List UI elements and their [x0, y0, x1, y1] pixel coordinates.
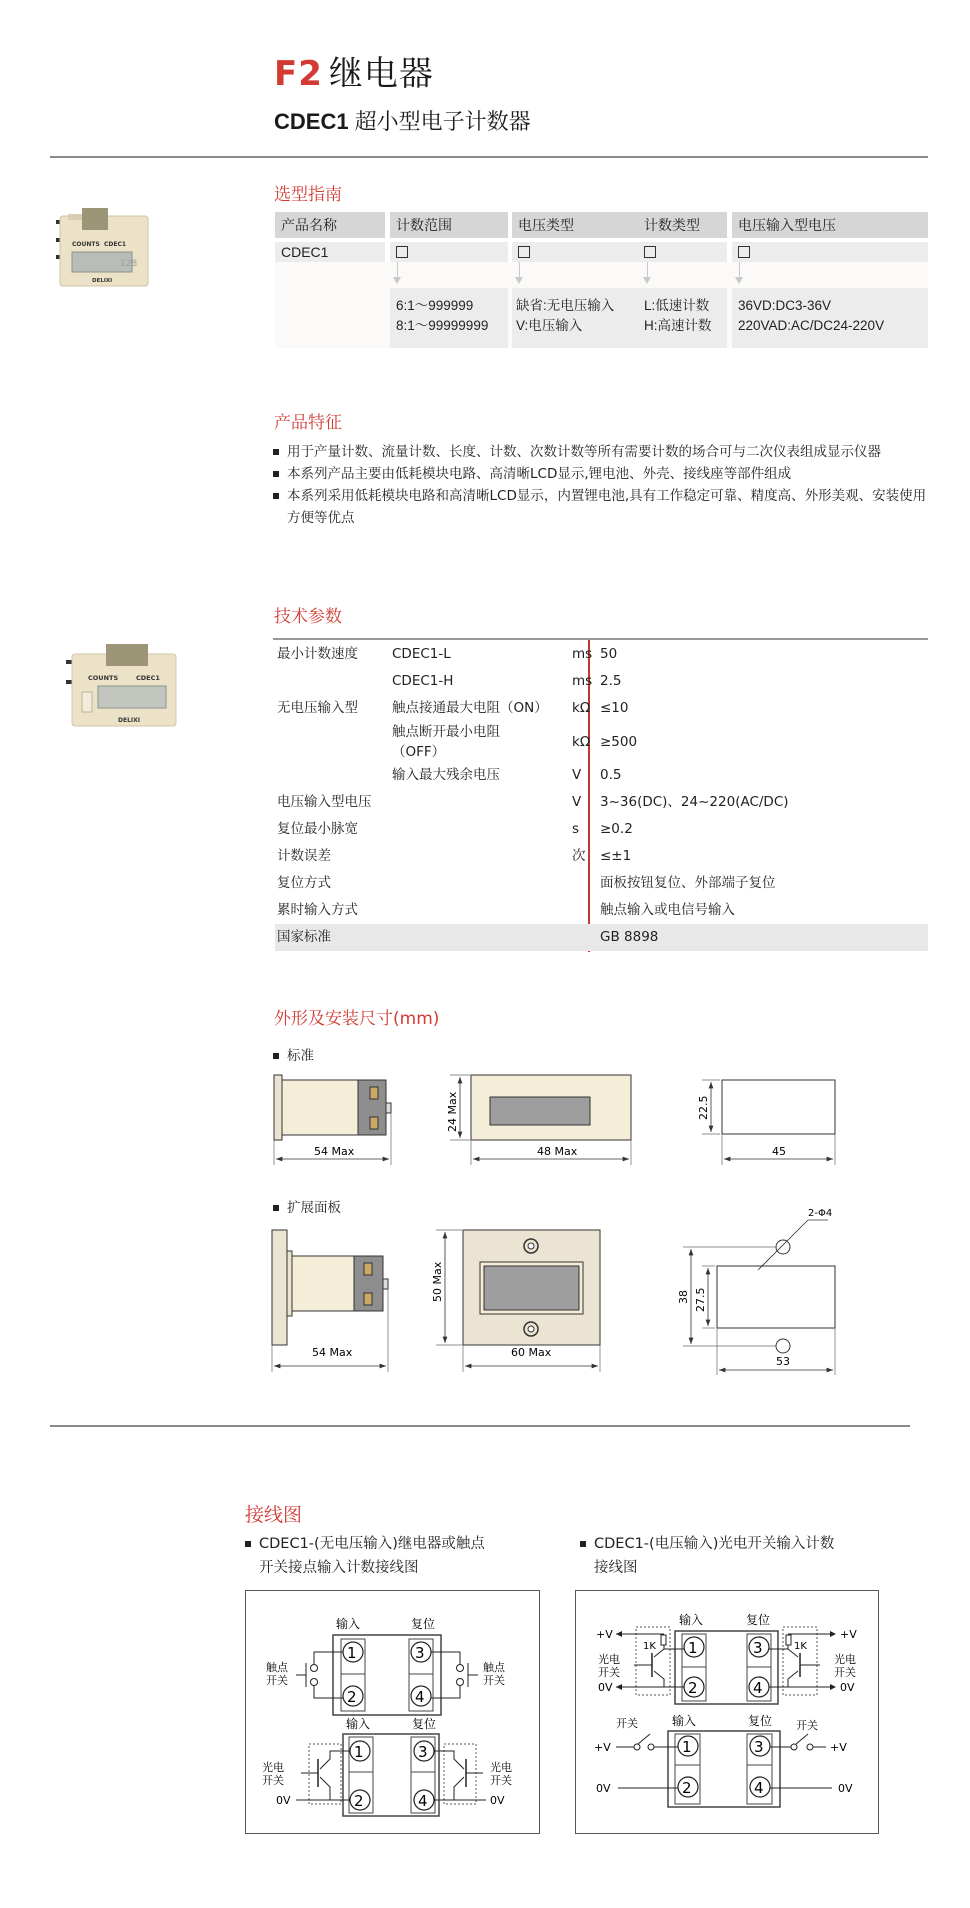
svg-text:0V: 0V: [596, 1782, 611, 1795]
svg-text:+V: +V: [596, 1628, 613, 1641]
feature-item: 用于产量计数、流量计数、长度、计数、次数计数等所有需要计数的场合可与二次仪表组成显示仪器: [273, 441, 933, 463]
svg-text:光电: 光电: [262, 1761, 284, 1774]
spec-row: 输入最大残余电压 V 0.5: [392, 767, 622, 783]
spec-row: 触点断开最小电阻（OFF） kΩ ≥500: [392, 724, 638, 760]
svg-text:3: 3: [418, 1743, 428, 1761]
sg-input-voltage-checkbox[interactable]: [738, 246, 750, 258]
features-list: [273, 441, 933, 529]
sg-header-product: 产品名称: [275, 212, 385, 238]
svg-text:54 Max: 54 Max: [314, 1145, 355, 1158]
svg-text:复位: 复位: [748, 1714, 773, 1728]
sg-count-type-options: L:低速计数 H:高速计数: [640, 288, 727, 348]
sg-header-input-voltage: 电压输入型电压: [732, 212, 928, 238]
spec-row: 复位方式 面板按钮复位、外部端子复位: [277, 875, 776, 891]
svg-text:1: 1: [347, 1644, 357, 1662]
sg-header-count-type: 计数类型: [640, 212, 727, 238]
feature-item: 本系列产品主要由低耗模块电路、高清晰LCD显示,锂电池、外壳、接线座等部件组成: [273, 463, 933, 485]
svg-text:1K: 1K: [794, 1641, 807, 1652]
svg-text:54 Max: 54 Max: [312, 1346, 353, 1359]
svg-text:27.5: 27.5: [694, 1287, 707, 1312]
sg-voltage-type-options: 缺省:无电压输入 V:电压输入: [512, 288, 640, 348]
sg-count-type-checkbox[interactable]: [644, 246, 656, 258]
svg-text:复位: 复位: [411, 1617, 436, 1631]
svg-text:开关: 开关: [796, 1719, 818, 1732]
arrow-down-icon: [397, 262, 398, 278]
svg-text:4: 4: [753, 1679, 763, 1697]
photo-label-model: CDEC1: [104, 241, 127, 248]
wiring-left-caption: CDEC1-(无电压输入)继电器或触点 开关接点输入计数接线图: [245, 1532, 485, 1580]
svg-text:4: 4: [415, 1688, 425, 1706]
svg-text:60 Max: 60 Max: [511, 1346, 552, 1359]
svg-text:光电: 光电: [598, 1653, 620, 1666]
svg-text:光电: 光电: [834, 1653, 856, 1666]
svg-text:1: 1: [688, 1639, 698, 1657]
svg-text:48 Max: 48 Max: [537, 1145, 578, 1158]
svg-text:2: 2: [682, 1779, 692, 1797]
tech-table-top-rule: [273, 638, 928, 640]
svg-text:输入: 输入: [672, 1714, 697, 1728]
svg-text:复位: 复位: [412, 1717, 437, 1731]
wiring-diagram-right: [575, 1590, 879, 1834]
svg-text:0V: 0V: [838, 1782, 853, 1795]
svg-text:2-Φ4: 2-Φ4: [808, 1208, 833, 1219]
svg-text:DELIXI: DELIXI: [118, 717, 140, 724]
sg-product-value: CDEC1: [275, 242, 385, 262]
svg-text:输入: 输入: [336, 1617, 361, 1631]
page-subtitle: [274, 105, 531, 136]
product-photo-angle: [58, 630, 188, 730]
product-photo-front: [54, 200, 154, 290]
bullet-icon: [580, 1541, 586, 1547]
svg-text:4: 4: [418, 1792, 428, 1810]
spec-row: 计数误差 次 ≤±1: [277, 848, 632, 864]
svg-text:0V: 0V: [598, 1681, 613, 1694]
svg-text:开关: 开关: [483, 1674, 505, 1687]
arrow-down-icon: [739, 262, 740, 278]
svg-text:1K: 1K: [643, 1641, 656, 1652]
bullet-icon: [273, 1053, 279, 1059]
bullet-icon: [245, 1541, 251, 1547]
svg-text:3: 3: [415, 1644, 425, 1662]
svg-text:触点: 触点: [483, 1661, 505, 1674]
svg-text:开关: 开关: [616, 1717, 638, 1730]
photo-label-counts: COUNTS: [72, 241, 100, 248]
spec-row: CDEC1-H ms 2.5: [392, 673, 622, 689]
page-title: [274, 46, 434, 95]
sg-range-options: 6:1～999999 8:1～99999999: [390, 288, 508, 348]
dimensions-title: 外形及安装尺寸(mm): [274, 1009, 440, 1029]
sg-range-checkbox-cell: [390, 242, 508, 262]
svg-text:22.5: 22.5: [697, 1095, 710, 1120]
sg-voltage-type-checkbox-cell: [512, 242, 640, 262]
svg-text:开关: 开关: [598, 1666, 620, 1679]
dim-standard-drawings: [270, 1060, 870, 1170]
spec-row-standard: 国家标准 GB 8898: [275, 924, 928, 951]
features-title: 产品特征: [274, 413, 342, 433]
spec-row: 无电压输入型 触点接通最大电阻（ON） kΩ ≤10: [277, 700, 629, 716]
svg-text:2: 2: [354, 1792, 364, 1810]
sg-header-range: 计数范围: [390, 212, 508, 238]
arrow-down-icon: [519, 262, 520, 278]
svg-text:45: 45: [772, 1145, 786, 1158]
header-divider: [50, 156, 928, 158]
sg-range-checkbox[interactable]: [396, 246, 408, 258]
svg-text:开关: 开关: [262, 1774, 284, 1787]
arrow-down-icon: [647, 262, 648, 278]
svg-text:输入: 输入: [346, 1717, 371, 1731]
sg-header-voltage-type: 电压类型: [512, 212, 640, 238]
svg-text:2: 2: [347, 1688, 357, 1706]
product-name: 超小型电子计数器: [354, 110, 531, 135]
spec-row: 最小计数速度 CDEC1-L ms 50: [277, 646, 618, 662]
wiring-right-caption: CDEC1-(电压输入)光电开关输入计数 接线图: [580, 1532, 834, 1580]
svg-text:0V: 0V: [840, 1681, 855, 1694]
sg-count-type-checkbox-cell: [640, 242, 727, 262]
svg-text:53: 53: [776, 1355, 790, 1368]
svg-text:38: 38: [677, 1290, 690, 1304]
svg-text:+V: +V: [840, 1628, 857, 1641]
svg-text:开关: 开关: [490, 1774, 512, 1787]
sg-input-voltage-checkbox-cell: [732, 242, 928, 262]
spec-row: 累时输入方式 触点输入或电信号输入: [277, 902, 735, 918]
sg-voltage-type-checkbox[interactable]: [518, 246, 530, 258]
series-name: 继电器: [328, 54, 434, 94]
svg-text:复位: 复位: [746, 1613, 771, 1627]
svg-text:+V: +V: [830, 1741, 847, 1754]
selection-guide-title: 选型指南: [274, 185, 342, 205]
wiring-title: 接线图: [245, 1504, 303, 1526]
svg-text:4: 4: [754, 1779, 764, 1797]
svg-text:开关: 开关: [266, 1674, 288, 1687]
series-code: F2: [274, 54, 323, 94]
svg-text:50 Max: 50 Max: [431, 1261, 444, 1302]
svg-text:输入: 输入: [679, 1613, 704, 1627]
svg-text:0V: 0V: [490, 1794, 505, 1807]
tech-params-title: 技术参数: [274, 607, 342, 627]
svg-text:1: 1: [354, 1743, 364, 1761]
section-divider: [50, 1425, 910, 1427]
svg-text:128: 128: [120, 259, 138, 269]
svg-text:CDEC1: CDEC1: [136, 674, 160, 682]
dim-extended-label: 扩展面板: [273, 1196, 341, 1216]
photo-label-brand: DELIXI: [92, 278, 113, 284]
svg-text:+V: +V: [594, 1741, 611, 1754]
dim-extended-drawings: [268, 1200, 888, 1380]
wiring-diagram-left: [245, 1590, 540, 1834]
svg-text:3: 3: [754, 1738, 764, 1756]
feature-item: 本系列采用低耗模块电路和高清晰LCD显示，内置锂电池,具有工作稳定可靠、精度高、外形美观、安装使用方便等优点: [273, 485, 933, 529]
svg-text:1: 1: [682, 1738, 692, 1756]
svg-text:3: 3: [753, 1639, 763, 1657]
svg-text:COUNTS: COUNTS: [88, 674, 119, 682]
spec-row: 复位最小脉宽 s ≥0.2: [277, 821, 633, 837]
svg-text:2: 2: [688, 1679, 698, 1697]
dim-standard-label: 标准: [273, 1044, 314, 1064]
sg-input-voltage-options: 36VD:DC3-36V 220VAD:AC/DC24-220V: [732, 288, 928, 348]
svg-text:光电: 光电: [490, 1761, 512, 1774]
svg-text:开关: 开关: [834, 1666, 856, 1679]
svg-text:0V: 0V: [276, 1794, 291, 1807]
spec-row: 电压输入型电压 V 3~36(DC)、24~220(AC/DC): [277, 794, 789, 810]
svg-text:24 Max: 24 Max: [446, 1091, 459, 1132]
svg-text:触点: 触点: [266, 1661, 288, 1674]
model-code: CDEC1: [274, 109, 349, 134]
